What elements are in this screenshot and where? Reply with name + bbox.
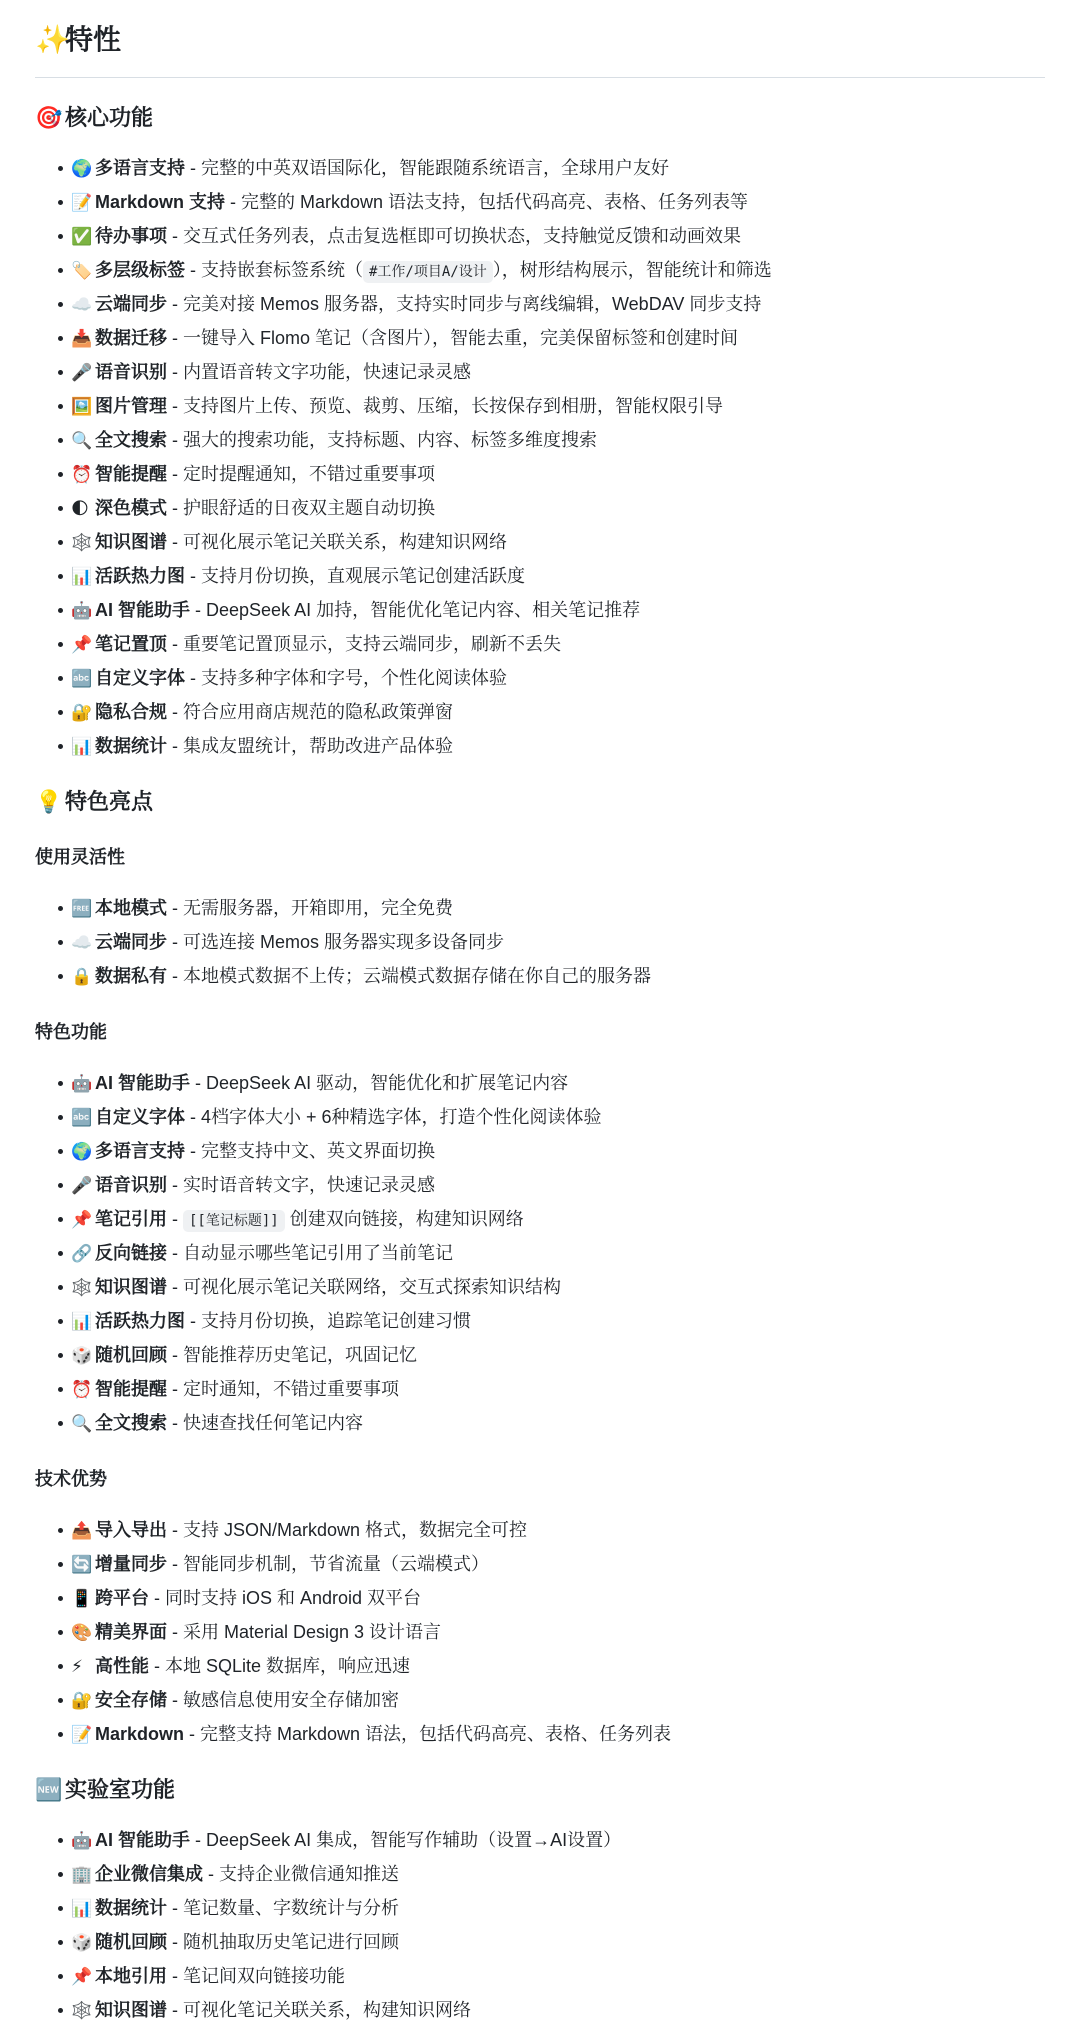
list-item [71, 1615, 1045, 1649]
list-item [71, 1823, 1045, 1857]
item-name: 笔记引用 [95, 1209, 167, 1229]
item-name: 语音识别 [95, 1175, 167, 1195]
flexibility-heading: 使用灵活性 [35, 847, 125, 867]
item-icon: 📝 [71, 1725, 93, 1745]
item-description: - 支持月份切换，直观展示笔记创建活跃度 [185, 566, 525, 586]
item-name: 反向链接 [95, 1243, 167, 1263]
list-item [71, 1202, 1045, 1236]
item-icon: 🔒 [71, 967, 93, 987]
item-description: - 笔记间双向链接功能 [167, 1966, 345, 1986]
item-name: Markdown [95, 1724, 185, 1744]
item-name: 笔记置顶 [95, 634, 167, 654]
item-description: - 实时语音转文字，快速记录灵感 [167, 1175, 435, 1195]
list-item [71, 525, 1045, 559]
item-description: - [167, 1209, 183, 1229]
item-icon: 🏷️ [71, 261, 93, 281]
list-item [71, 1066, 1045, 1100]
item-name: Markdown 支持 [95, 192, 226, 212]
item-icon: 📌 [71, 635, 93, 655]
core-features-list [35, 151, 1045, 763]
list-item [71, 1649, 1045, 1683]
item-icon: 🕸️ [71, 1278, 93, 1298]
item-icon: 📤 [71, 1521, 93, 1541]
item-icon: 🌍 [71, 1142, 93, 1162]
lab-heading [35, 1768, 1045, 1811]
item-description: - 符合应用商店规范的隐私政策弹窗 [167, 702, 453, 722]
core-features-title: 核心功能 [65, 105, 154, 130]
item-name: AI 智能助手 [95, 1830, 191, 1850]
item-name: 企业微信集成 [95, 1864, 203, 1884]
item-description: - 重要笔记置顶显示，支持云端同步，刷新不丢失 [167, 634, 561, 654]
item-name: 全文搜索 [95, 430, 167, 450]
item-name: 导入导出 [95, 1520, 167, 1540]
list-item [71, 491, 1045, 525]
list-item [71, 1891, 1045, 1925]
item-icon: 🤖 [71, 1831, 93, 1851]
item-icon: 🌍 [71, 159, 93, 179]
item-icon: 🎲 [71, 1346, 93, 1366]
item-icon: 🔐 [71, 1691, 93, 1711]
item-icon: 🤖 [71, 601, 93, 621]
list-item [71, 423, 1045, 457]
item-description: - 自动显示哪些笔记引用了当前笔记 [167, 1243, 453, 1263]
item-description: - 同时支持 iOS 和 Android 双平台 [149, 1588, 422, 1608]
item-description: - 集成友盟统计，帮助改进产品体验 [167, 736, 453, 756]
item-icon: 📊 [71, 737, 93, 757]
list-item [71, 457, 1045, 491]
item-name: 知识图谱 [95, 532, 167, 552]
list-item [71, 253, 1045, 287]
item-description: - 可视化展示笔记关联关系，构建知识网络 [167, 532, 507, 552]
highlights-heading [35, 780, 1045, 823]
item-name: 多语言支持 [95, 158, 185, 178]
item-icon: ⚡ [71, 1657, 83, 1677]
item-name: 数据统计 [95, 1898, 167, 1918]
item-icon: 🎲 [71, 1933, 93, 1953]
list-item [71, 1547, 1045, 1581]
item-name: 云端同步 [95, 294, 167, 314]
item-icon: ⏰ [71, 1380, 93, 1400]
item-description: - 支持月份切换，追踪笔记创建习惯 [185, 1311, 471, 1331]
list-item [71, 959, 1045, 993]
core-features-heading [35, 96, 1045, 139]
flexibility-list [35, 891, 1045, 993]
list-item [71, 355, 1045, 389]
item-name: 云端同步 [95, 932, 167, 952]
item-description: - 本地 SQLite 数据库，响应迅速 [149, 1656, 411, 1676]
item-description: - 可视化展示笔记关联网络，交互式探索知识结构 [167, 1277, 561, 1297]
list-item [71, 1236, 1045, 1270]
list-item [71, 925, 1045, 959]
item-icon: 📊 [71, 1899, 93, 1919]
item-name: 知识图谱 [95, 1277, 167, 1297]
item-icon: 🎨 [71, 1623, 93, 1643]
item-icon: ☁️ [71, 933, 93, 953]
list-item [71, 1168, 1045, 1202]
item-description: - 支持多种字体和字号，个性化阅读体验 [185, 668, 507, 688]
list-item [71, 695, 1045, 729]
target-icon: 🎯 [35, 106, 63, 131]
item-name: 安全存储 [95, 1690, 167, 1710]
list-item [71, 1406, 1045, 1440]
features-heading [35, 18, 1045, 78]
item-description: - 本地模式数据不上传；云端模式数据存储在你自己的服务器 [167, 966, 651, 986]
item-icon: 📌 [71, 1210, 93, 1230]
item-icon: 📝 [71, 193, 93, 213]
item-name: 智能提醒 [95, 464, 167, 484]
new-badge-icon: 🆕 [35, 1778, 63, 1803]
features-title: 特性 [65, 24, 122, 55]
item-icon: 🕸️ [71, 2001, 93, 2021]
list-item [71, 729, 1045, 763]
list-item [71, 593, 1045, 627]
item-description: - 定时通知，不错过重要事项 [167, 1379, 399, 1399]
item-name: 数据私有 [95, 966, 167, 986]
item-description: - 完整支持中文、英文界面切换 [185, 1141, 435, 1161]
list-item [71, 321, 1045, 355]
item-name: 活跃热力图 [95, 1311, 185, 1331]
item-description: - 定时提醒通知，不错过重要事项 [167, 464, 435, 484]
list-item [71, 1270, 1045, 1304]
tech-advantages-list [35, 1513, 1045, 1751]
item-name: 本地模式 [95, 898, 167, 918]
item-icon: 🎤 [71, 363, 93, 383]
item-icon: 🏢 [71, 1865, 93, 1885]
special-features-heading: 特色功能 [35, 1022, 107, 1042]
item-name: 图片管理 [95, 396, 167, 416]
item-name: 自定义字体 [95, 1107, 185, 1127]
item-name: AI 智能助手 [95, 1073, 191, 1093]
list-item [71, 1717, 1045, 1751]
tech-advantages-heading: 技术优势 [35, 1469, 107, 1489]
item-description: - 支持企业微信通知推送 [203, 1864, 399, 1884]
list-item [71, 1581, 1045, 1615]
item-name: 活跃热力图 [95, 566, 185, 586]
item-name: 高性能 [95, 1656, 149, 1676]
item-icon: 🤖 [71, 1074, 93, 1094]
item-icon: 🕸️ [71, 533, 93, 553]
item-description-tail: ），树形结构展示，智能统计和筛选 [492, 260, 772, 280]
item-description-tail: 创建双向链接，构建知识网络 [284, 1209, 524, 1229]
item-icon: 📥 [71, 329, 93, 349]
item-description: - 敏感信息使用安全存储加密 [167, 1690, 399, 1710]
list-item [71, 1100, 1045, 1134]
list-item [71, 559, 1045, 593]
list-item [71, 1134, 1045, 1168]
item-name: 知识图谱 [95, 2000, 167, 2020]
highlights-title: 特色亮点 [65, 789, 154, 814]
list-item [71, 891, 1045, 925]
item-description: - DeepSeek AI 加持，智能优化笔记内容、相关笔记推荐 [190, 600, 641, 620]
list-item [71, 1857, 1045, 1891]
list-item [71, 1925, 1045, 1959]
item-name: 待办事项 [95, 226, 167, 246]
item-name: 数据迁移 [95, 328, 167, 348]
item-icon: 🎤 [71, 1176, 93, 1196]
lab-features-list [35, 1823, 1045, 2027]
item-description: - 智能推荐历史笔记，巩固记忆 [167, 1345, 417, 1365]
item-name: 精美界面 [95, 1622, 167, 1642]
inline-code: #工作/项目A/设计 [363, 261, 493, 283]
item-description: - 一键导入 Flomo 笔记（含图片），智能去重，完美保留标签和创建时间 [167, 328, 739, 348]
item-name: AI 智能助手 [95, 600, 191, 620]
item-icon: 🔍 [71, 431, 93, 451]
sparkles-icon: ✨ [35, 23, 70, 56]
item-name: 深色模式 [95, 498, 167, 518]
item-icon: 🔤 [71, 1108, 93, 1128]
list-item [71, 1338, 1045, 1372]
item-description: - 支持嵌套标签系统（ [185, 260, 363, 280]
item-description: - 完美对接 Memos 服务器，支持实时同步与离线编辑，WebDAV 同步支持 [167, 294, 762, 314]
item-description: - 完整的中英双语国际化，智能跟随系统语言，全球用户友好 [185, 158, 669, 178]
item-icon: 🌓 [71, 499, 89, 519]
item-name: 增量同步 [95, 1554, 167, 1574]
item-name: 语音识别 [95, 362, 167, 382]
list-item [71, 1993, 1045, 2027]
item-name: 随机回顾 [95, 1932, 167, 1952]
item-name: 自定义字体 [95, 668, 185, 688]
list-item [71, 287, 1045, 321]
item-name: 跨平台 [95, 1588, 149, 1608]
item-name: 随机回顾 [95, 1345, 167, 1365]
special-features-list [35, 1066, 1045, 1440]
list-item [71, 1513, 1045, 1547]
item-icon: 📊 [71, 1312, 93, 1332]
item-icon: 🔐 [71, 703, 93, 723]
item-icon: 🖼️ [71, 397, 93, 417]
item-name: 多语言支持 [95, 1141, 185, 1161]
item-name: 本地引用 [95, 1966, 167, 1986]
item-description: - 强大的搜索功能，支持标题、内容、标签多维度搜索 [167, 430, 597, 450]
item-icon: 🔤 [71, 669, 93, 689]
item-description: - 内置语音转文字功能，快速记录灵感 [167, 362, 471, 382]
item-icon: 📊 [71, 567, 93, 587]
item-description: - 智能同步机制，节省流量（云端模式） [167, 1554, 489, 1574]
item-description: - DeepSeek AI 集成，智能写作辅助（设置→AI设置） [190, 1830, 622, 1850]
item-description: - 交互式任务列表，点击复选框即可切换状态，支持触觉反馈和动画效果 [167, 226, 741, 246]
item-name: 多层级标签 [95, 260, 185, 280]
item-description: - 笔记数量、字数统计与分析 [167, 1898, 399, 1918]
item-description: - 无需服务器，开箱即用，完全免费 [167, 898, 453, 918]
lab-title: 实验室功能 [65, 1777, 176, 1802]
item-icon: 🔗 [71, 1244, 93, 1264]
item-name: 隐私合规 [95, 702, 167, 722]
lightbulb-icon: 💡 [35, 790, 63, 815]
item-name: 智能提醒 [95, 1379, 167, 1399]
list-item [71, 1372, 1045, 1406]
list-item [71, 627, 1045, 661]
item-icon: ☁️ [71, 295, 93, 315]
list-item [71, 661, 1045, 695]
list-item [71, 1959, 1045, 1993]
item-name: 数据统计 [95, 736, 167, 756]
item-description: - 4档字体大小 + 6种精选字体，打造个性化阅读体验 [185, 1107, 602, 1127]
item-description: - 完整的 Markdown 语法支持，包括代码高亮、表格、任务列表等 [225, 192, 749, 212]
list-item [71, 1683, 1045, 1717]
inline-code: [[笔记标题]] [183, 1210, 285, 1232]
item-description: - 支持图片上传、预览、裁剪、压缩，长按保存到相册，智能权限引导 [167, 396, 723, 416]
list-item [71, 389, 1045, 423]
list-item [71, 219, 1045, 253]
item-icon: ✅ [71, 227, 93, 247]
item-description: - 完整支持 Markdown 语法，包括代码高亮、表格、任务列表 [184, 1724, 672, 1744]
item-icon: 📱 [71, 1589, 93, 1609]
item-description: - 护眼舒适的日夜双主题自动切换 [167, 498, 435, 518]
item-icon: 🆓 [71, 899, 93, 919]
item-icon: 🔄 [71, 1555, 93, 1575]
item-description: - 快速查找任何笔记内容 [167, 1413, 363, 1433]
item-icon: 🔍 [71, 1414, 93, 1434]
list-item [71, 1304, 1045, 1338]
item-description: - 采用 Material Design 3 设计语言 [167, 1622, 442, 1642]
item-icon: 📌 [71, 1967, 93, 1987]
item-description: - 可视化笔记关联关系，构建知识网络 [167, 2000, 471, 2020]
item-description: - 支持 JSON/Markdown 格式，数据完全可控 [167, 1520, 528, 1540]
item-name: 全文搜索 [95, 1413, 167, 1433]
item-description: - 可选连接 Memos 服务器实现多设备同步 [167, 932, 505, 952]
item-icon: ⏰ [71, 465, 93, 485]
list-item [71, 151, 1045, 185]
item-description: - 随机抽取历史笔记进行回顾 [167, 1932, 399, 1952]
item-description: - DeepSeek AI 驱动，智能优化和扩展笔记内容 [190, 1073, 569, 1093]
list-item [71, 185, 1045, 219]
